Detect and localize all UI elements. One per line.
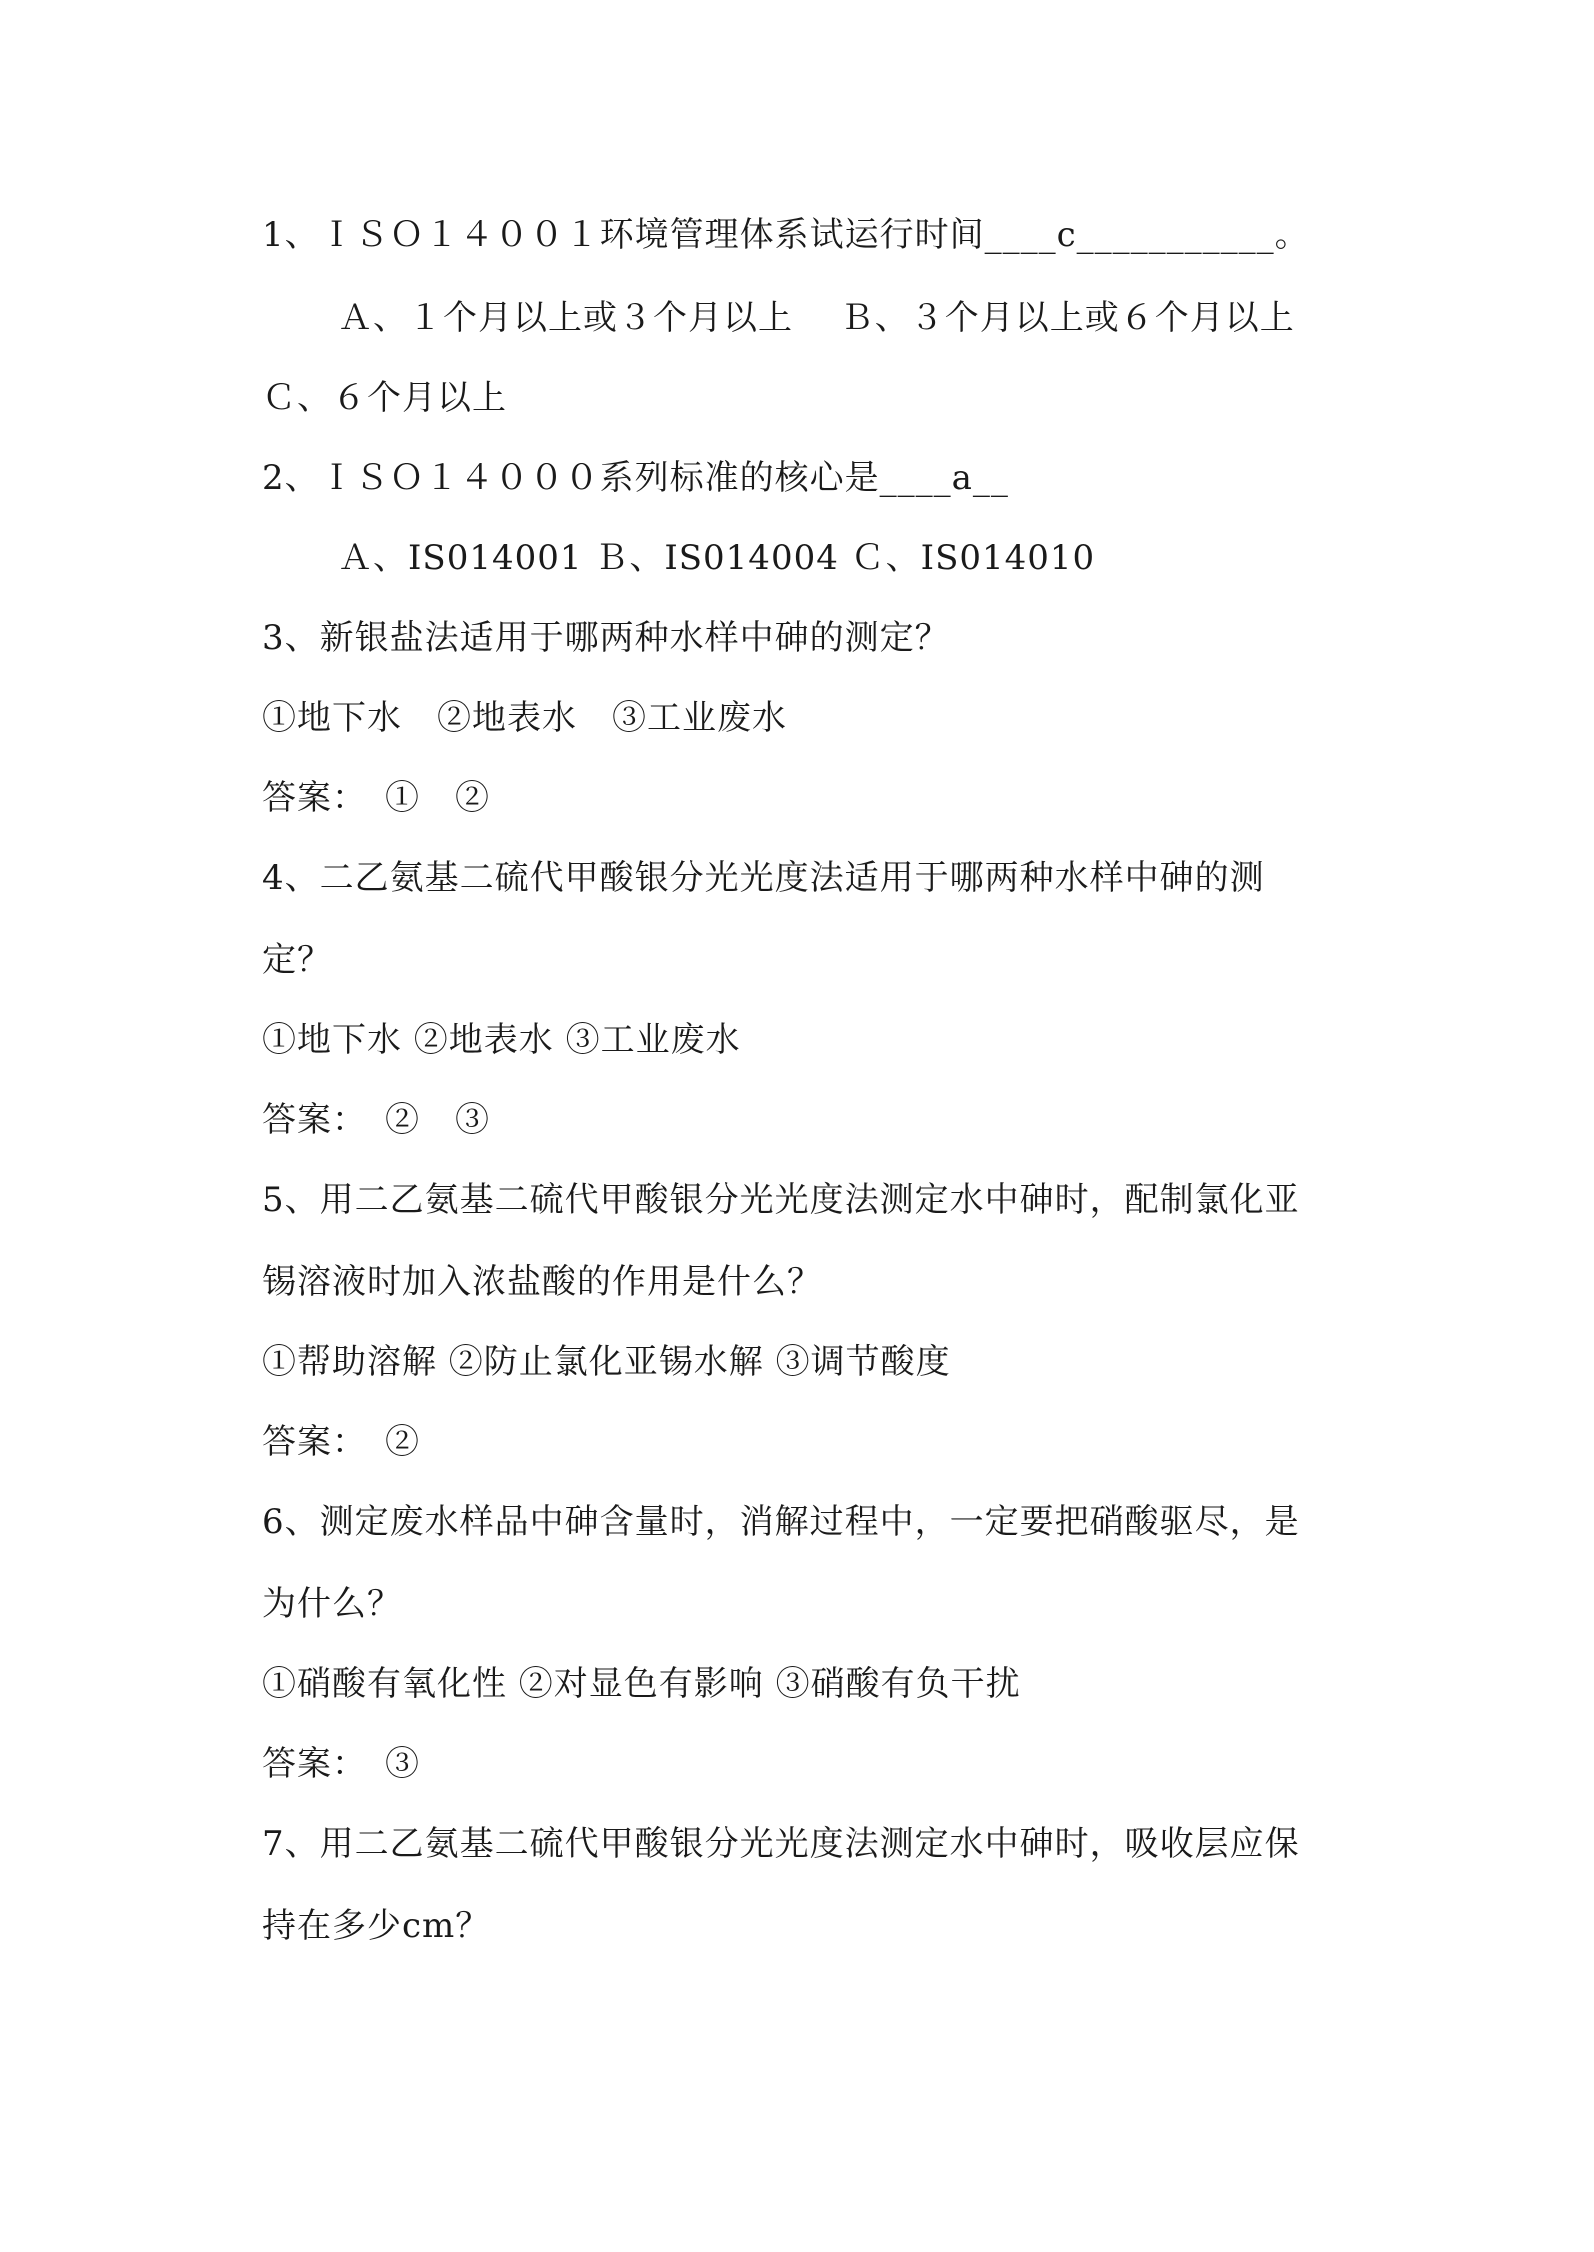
question-5-options: ①帮助溶解 ②防止氯化亚锡水解 ③调节酸度 [262, 1342, 951, 1382]
question-3-answer: 答案： ① ② [262, 778, 490, 818]
question-1-options-line-1: Ａ、１个月以上或３个月以上 Ｂ、３个月以上或６个月以上 [338, 298, 1295, 338]
question-4-text-line-2: 定？ [262, 940, 332, 980]
question-6-options: ①硝酸有氧化性 ②对显色有影响 ③硝酸有负干扰 [262, 1664, 1021, 1704]
question-2-text: 2、ＩＳＯ１４０００系列标准的核心是____a__ [262, 458, 1009, 498]
question-7-text-line-1: 7、用二乙氨基二硫代甲酸银分光光度法测定水中砷时，吸收层应保 [262, 1824, 1300, 1864]
question-6-text-line-1: 6、测定废水样品中砷含量时，消解过程中，一定要把硝酸驱尽，是 [262, 1502, 1300, 1542]
question-4-text-line-1: 4、二乙氨基二硫代甲酸银分光光度法适用于哪两种水样中砷的测 [262, 858, 1265, 898]
question-1-text: 1、ＩＳＯ１４００１环境管理体系试运行时间____c___________。 [262, 215, 1310, 255]
question-6-answer: 答案： ③ [262, 1744, 420, 1784]
question-2-options: Ａ、IS014001 Ｂ、IS014004 Ｃ、IS014010 [338, 538, 1096, 578]
question-5-text-line-2: 锡溶液时加入浓盐酸的作用是什么？ [262, 1262, 822, 1302]
question-4-options: ①地下水 ②地表水 ③工业废水 [262, 1020, 741, 1060]
question-6-text-line-2: 为什么？ [262, 1584, 402, 1624]
question-7-text-line-2: 持在多少cm？ [262, 1906, 491, 1946]
question-5-text-line-1: 5、用二乙氨基二硫代甲酸银分光光度法测定水中砷时，配制氯化亚 [262, 1180, 1300, 1220]
question-1-options-line-2: Ｃ、６个月以上 [262, 378, 507, 418]
question-3-text: 3、新银盐法适用于哪两种水样中砷的测定？ [262, 618, 950, 658]
question-5-answer: 答案： ② [262, 1422, 420, 1462]
question-3-options: ①地下水 ②地表水 ③工业废水 [262, 698, 787, 738]
question-4-answer: 答案： ② ③ [262, 1100, 490, 1140]
